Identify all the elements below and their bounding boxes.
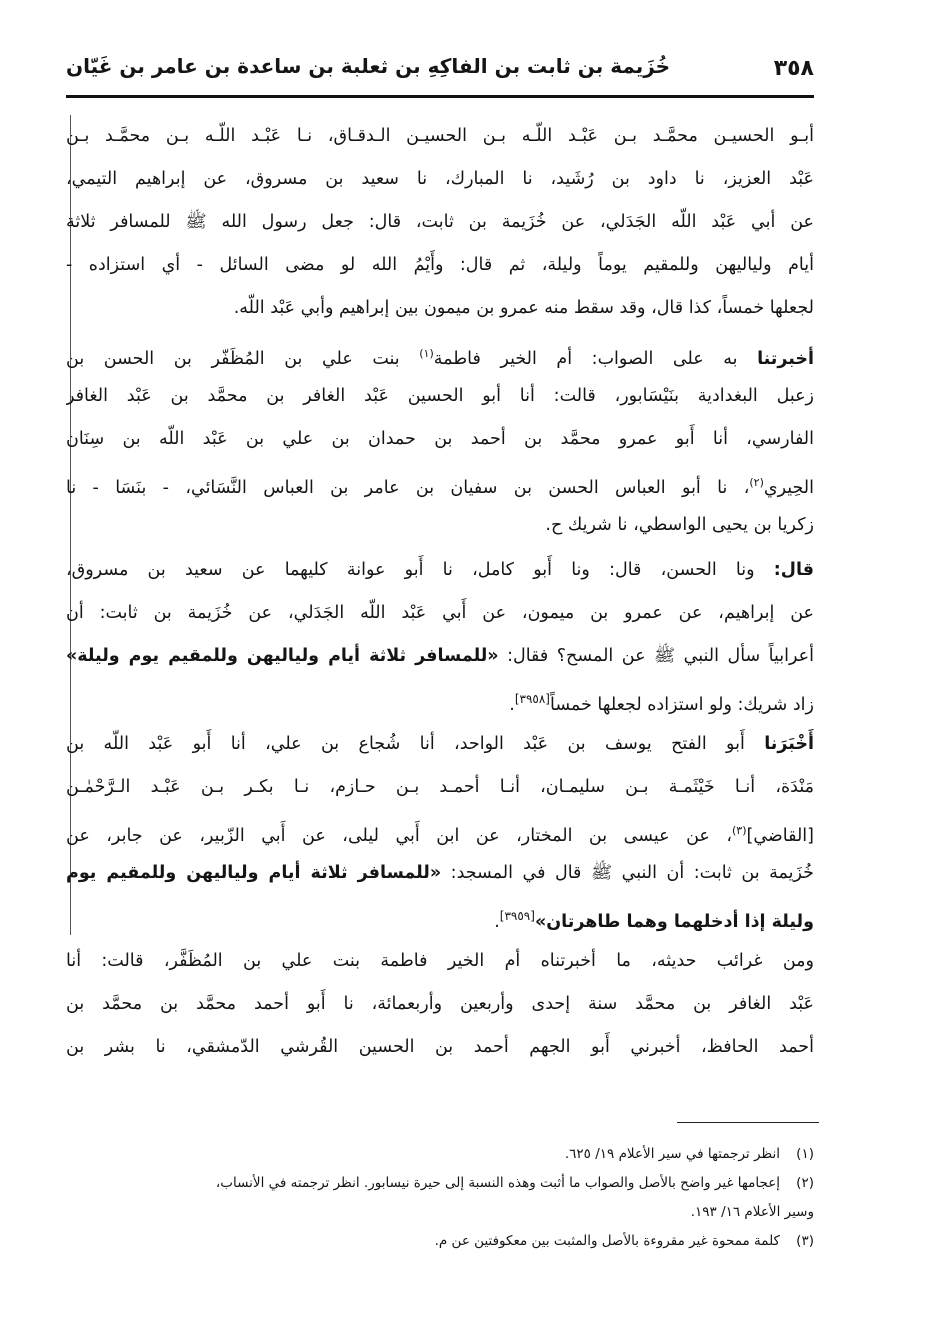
footnote-text: إعجامها غير واضح بالأصل والصواب ما أثبت وهذه النسبة إلى حيرة نيسابور. انظر ترجمته في الأنساب،	[215, 1175, 780, 1191]
text-segment: [القاضي]	[746, 825, 814, 846]
text-line: أبـو الحسيـن محمَّـد بـن عَبْـد اللّـه بـن الحسيـن الـدقـاق، نـا عَبْـد اللّـه بـن محمَّـد بـن	[66, 126, 814, 146]
main-text	[66, 115, 814, 1069]
text-line	[66, 549, 814, 592]
text-line	[66, 461, 814, 504]
paragraph-2	[66, 332, 814, 547]
footnote-marker[interactable]: (٣)	[732, 824, 747, 837]
text-line	[66, 895, 814, 938]
footnote-item	[66, 1169, 814, 1198]
paragraph-lead-word: أَخْبَرَنا	[764, 734, 814, 754]
paragraph-lead-word: أخبرتنا	[757, 348, 814, 369]
hadith-text: «للمسافر ثلاثة أيام ولياليهن وللمقيم يوم وليلة»	[66, 646, 499, 666]
page-number: ٣٥٨	[773, 56, 814, 81]
footnote-separator	[677, 1122, 819, 1123]
page-header	[66, 52, 814, 92]
footnotes	[66, 1140, 814, 1256]
text-segment: .	[509, 694, 515, 715]
footnote-number: (٣)	[796, 1233, 814, 1249]
text-line: عَبْد العزيز، نا داود بن رُشَيد، نا المبارك، نا سعيد بن مسروق، عن إبراهيم التيمي،	[66, 169, 814, 189]
paragraph-lead-word: قال:	[773, 560, 814, 580]
text-line	[66, 852, 814, 895]
footnote-marker[interactable]: (٢)	[749, 476, 764, 489]
footnote-item	[66, 1227, 814, 1256]
text-segment: أعرابياً سأل النبي ﷺ عن المسح؟ فقال:	[498, 646, 814, 666]
text-segment: الحِيري	[763, 477, 814, 498]
text-line: عَبْد الغافر بن محمَّد سنة إحدى وأربعين وأربعمائة، نا أَبو أحمد محمَّد بن محمَّد بن	[66, 994, 814, 1014]
footnote-continuation: وسير الأعلام ١٦/ ١٩٣.	[690, 1204, 814, 1220]
text-line	[66, 635, 814, 678]
text-segment: زاد شريك: ولو استزاده لجعلها خمساً	[549, 694, 814, 715]
paragraph-4	[66, 723, 814, 938]
hadith-text: وليلة إذا أدخلهما وهما طاهرتان»	[534, 911, 814, 932]
text-line: مَنْدَة، أنـا خَيْثَمـة بـن سليمـان، أنـا أحمـد بـن حـازم، نـا بكـر بـن عَبْـد الـرَّحْمٰـن	[66, 777, 814, 797]
footnote-item	[66, 1140, 814, 1169]
text-line	[66, 809, 814, 852]
paragraph-5	[66, 940, 814, 1069]
text-segment: أَبو الفتح يوسف بن عَبْد الواحد، أنا شُجاع بن علي، أنا أَبو عَبْد اللّه بن	[66, 734, 765, 754]
text-line: ومن غرائب حديثه، ما أخبرتناه أم الخير فاطمة بنت علي بن المُظَفَّر، قالت: أنا	[66, 951, 814, 971]
text-segment: ، عن عيسى بن المختار، عن ابن أَبي ليلى، عن أَبي الزّبير، عن جابر، عن	[66, 825, 732, 846]
footnote-text: كلمة ممحوة غير مقروءة بالأصل والمثبت بين معكوفتين عن م.	[434, 1233, 780, 1249]
hadith-number: [٣٩٥٩]	[499, 909, 535, 923]
running-title: خُزَيمة بن ثابت بن الفاكِهِ بن ثعلبة بن ساعدة بن عامر بن غَيّان	[66, 54, 671, 78]
hadith-number: [٣٩٥٨]	[514, 692, 550, 706]
text-line	[66, 723, 814, 766]
hadith-text: «للمسافر ثلاثة أيام ولياليهن وللمقيم يوم	[66, 863, 442, 883]
header-rule	[66, 95, 814, 98]
text-line: لجعلها خمساً، كذا قال، وقد سقط منه عمرو بن ميمون بين إبراهيم وأبي عَبْد اللّه.	[233, 298, 814, 318]
text-line	[66, 678, 814, 721]
text-segment: به على الصواب: أم الخير فاطمة	[433, 348, 758, 369]
text-line: عن أبي عَبْد اللّه الجَدَلي، عن خُزَيمة بن ثابت، قال: جعل رسول الله ﷺ للمسافر ثلاثة	[66, 212, 814, 232]
text-line: عن إبراهيم، عن عمرو بن ميمون، عن أَبي عَبْد اللّه الجَدَلي، عن خُزَيمة بن ثابت: أن	[66, 603, 814, 623]
paragraph-1	[66, 115, 814, 330]
footnote-text: انظر ترجمتها في سير الأعلام ١٩/ ٦٢٥.	[564, 1146, 780, 1162]
footnote-number: (٢)	[796, 1175, 814, 1191]
text-line: زكريا بن يحيى الواسطي، نا شريك ح.	[545, 515, 814, 535]
text-segment: ، نا أبو العباس الحسن بن سفيان بن عامر بن العباس النَّسَائي، - بنَسَا - نا	[66, 477, 750, 498]
text-line: أيام ولياليهن وللمقيم يوماً وليلة، ثم قال: وأَيْمُ الله لو مضى السائل - أي استزاده -	[66, 255, 814, 275]
footnote-marker[interactable]: (١)	[419, 347, 434, 360]
paragraph-3	[66, 549, 814, 721]
text-segment: .	[494, 911, 500, 932]
text-line: أحمد الحافظ، أخبرني أَبو الجهم أحمد بن الحسين القُرشي الدّمشقي، نا بشر بن	[66, 1037, 814, 1057]
text-segment: بنت علي بن المُظَفّر بن الحسن بن	[66, 348, 420, 369]
text-line: الفارسي، أنا أَبو عمرو محمَّد بن أحمد بن حمدان بن علي بن عَبْد اللّه بن سِنَان	[66, 429, 814, 449]
text-segment: خُزَيمة بن ثابت: أن النبي ﷺ قال في المسجد:	[441, 863, 814, 883]
text-line	[66, 332, 814, 375]
text-segment: ونا الحسن، قال: ونا أَبو كامل، نا أَبو عوانة كليهما عن سعيد بن مسروق،	[66, 560, 774, 580]
text-line: زعبل البغدادية بنَيْسَابور، قالت: أنا أبو الحسين عَبْد الغافر بن محمَّد بن عَبْد الغافر	[66, 386, 814, 406]
footnote-number: (١)	[796, 1146, 814, 1162]
